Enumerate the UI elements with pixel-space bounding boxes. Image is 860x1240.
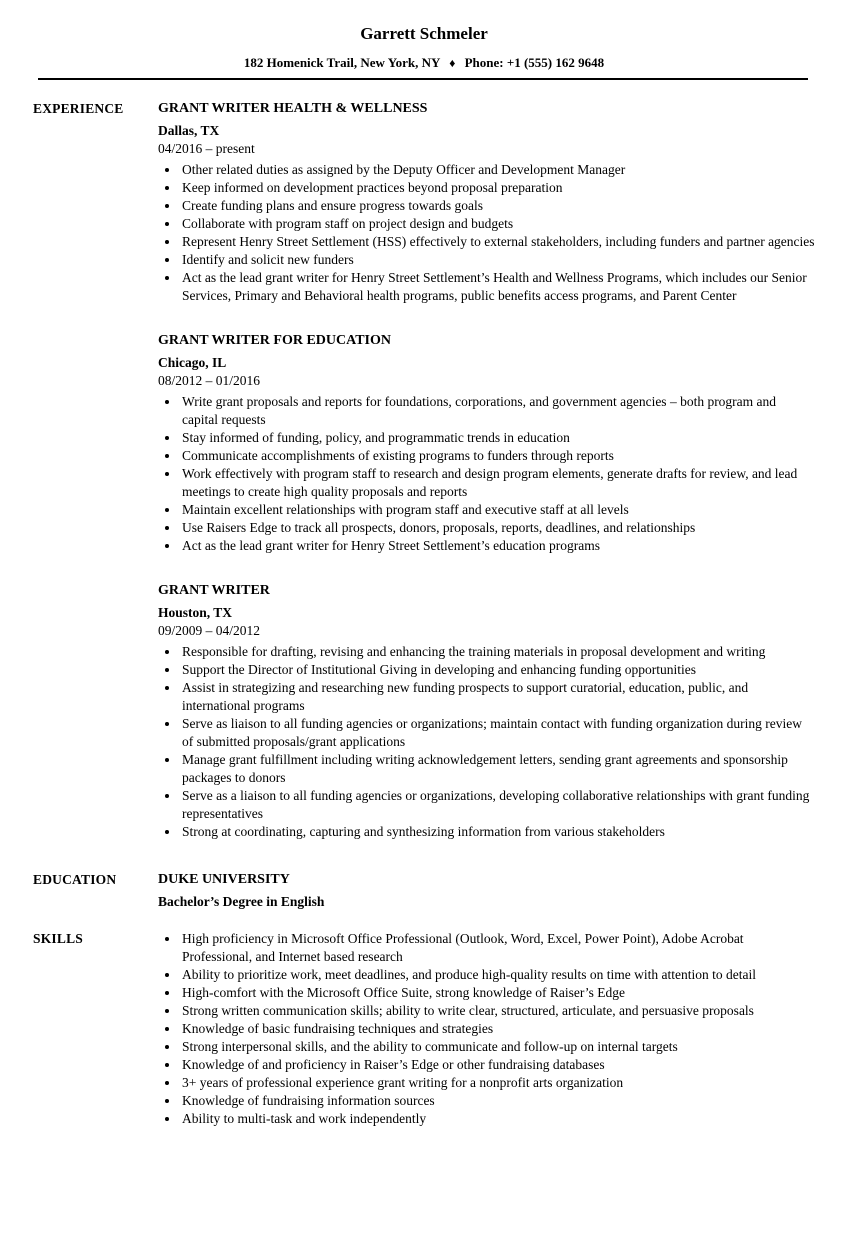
bullet-item: • Responsible for drafting, revising and enhancing the training materials in proposal development and writing <box>180 643 815 661</box>
bullet-item: • Ability to multi-task and work independently <box>180 1110 815 1128</box>
bullet-item: • Work effectively with program staff to research and design program elements, generate drafts for review, and lead meetings to create high quality proposals and reports <box>180 465 815 501</box>
job-dates: 04/2016 – present <box>158 141 255 156</box>
skills-section <box>33 930 815 1128</box>
bullet-item: • Create funding plans and ensure progress towards goals <box>180 197 815 215</box>
job-location: Dallas, TX <box>158 123 220 138</box>
address-text: 182 Homenick Trail, New York, NY <box>243 55 440 70</box>
job-title: GRANT WRITER <box>158 583 270 598</box>
bullet-item: • Support the Director of Institutional Giving in developing and enhancing funding opportunities <box>180 661 815 679</box>
education-label: EDUCATION <box>33 872 117 887</box>
bullet-item: • Manage grant fulfillment including writing acknowledgement letters, sending grant agreements and sponsorship packages to donors <box>180 751 815 787</box>
header-rule <box>38 78 808 80</box>
job-title: GRANT WRITER HEALTH & WELLNESS <box>158 101 428 116</box>
education-content <box>158 871 815 911</box>
bullet-item: • Strong at coordinating, capturing and synthesizing information from various stakeholders <box>180 823 815 841</box>
education-school: DUKE UNIVERSITY <box>158 872 290 887</box>
bullet-item: • Ability to prioritize work, meet deadlines, and produce high-quality results on time with attention to detail <box>180 966 815 984</box>
resume-header <box>33 24 815 80</box>
job-dates: 08/2012 – 01/2016 <box>158 373 261 388</box>
contact-line <box>33 55 815 71</box>
skills-content <box>158 930 815 1128</box>
bullet-item: • Assist in strategizing and researching new funding prospects to support curatorial, education, public, and international programs <box>180 679 815 715</box>
job-title: GRANT WRITER FOR EDUCATION <box>158 333 391 348</box>
experience-section <box>33 100 815 841</box>
bullet-item: • Other related duties as assigned by the Deputy Officer and Development Manager <box>180 161 815 179</box>
education-degree: Bachelor’s Degree in English <box>158 894 325 909</box>
education-section <box>33 871 815 911</box>
bullet-item: • Represent Henry Street Settlement (HSS) effectively to external stakeholders, including funders and partner agencies <box>180 233 815 251</box>
bullet-item: • Keep informed on development practices beyond proposal preparation <box>180 179 815 197</box>
job-bullets <box>158 161 815 305</box>
job-entry <box>158 582 815 841</box>
diamond-separator-icon: ♦ <box>449 56 456 70</box>
bullet-item: • Use Raisers Edge to track all prospects, donors, proposals, reports, deadlines, and relationships <box>180 519 815 537</box>
bullet-item: • High-comfort with the Microsoft Office Suite, strong knowledge of Raiser’s Edge <box>180 984 815 1002</box>
bullet-item: • Stay informed of funding, policy, and programmatic trends in education <box>180 429 815 447</box>
bullet-item: • Maintain excellent relationships with program staff and executive staff at all levels <box>180 501 815 519</box>
bullet-item: • Write grant proposals and reports for foundations, corporations, and government agencies – both program and capital requests <box>180 393 815 429</box>
job-entry <box>158 100 815 305</box>
job-location: Chicago, IL <box>158 355 227 370</box>
bullet-item: • Communicate accomplishments of existing programs to funders through reports <box>180 447 815 465</box>
bullet-item: • Knowledge of and proficiency in Raiser’s Edge or other fundraising databases <box>180 1056 815 1074</box>
skills-list <box>158 930 815 1128</box>
bullet-item: • 3+ years of professional experience grant writing for a nonprofit arts organization <box>180 1074 815 1092</box>
bullet-item: • High proficiency in Microsoft Office Professional (Outlook, Word, Excel, Power Point), Adobe Acrobat Professional, and Internet based research <box>180 930 815 966</box>
bullet-item: • Strong interpersonal skills, and the ability to communicate and follow-up on internal targets <box>180 1038 815 1056</box>
bullet-item: • Collaborate with program staff on project design and budgets <box>180 215 815 233</box>
bullet-item: • Act as the lead grant writer for Henry Street Settlement’s Health and Wellness Programs, which includes our Senior Services, Primary and Behavioral health programs, public benefits access programs, and Parent Center <box>180 269 815 305</box>
job-bullets <box>158 393 815 555</box>
job-dates: 09/2009 – 04/2012 <box>158 623 261 638</box>
bullet-item: • Strong written communication skills; ability to write clear, structured, articulate, and persuasive proposals <box>180 1002 815 1020</box>
job-location: Houston, TX <box>158 605 233 620</box>
bullet-item: • Knowledge of basic fundraising techniques and strategies <box>180 1020 815 1038</box>
phone-text: Phone: +1 (555) 162 9648 <box>464 55 605 70</box>
experience-label: EXPERIENCE <box>33 101 124 116</box>
bullet-item: • Serve as a liaison to all funding agencies or organizations, developing collaborative relationships with grant funding representatives <box>180 787 815 823</box>
job-bullets <box>158 643 815 841</box>
candidate-name: Garrett Schmeler <box>360 24 488 43</box>
bullet-item: • Act as the lead grant writer for Henry Street Settlement’s education programs <box>180 537 815 555</box>
bullet-item: • Identify and solicit new funders <box>180 251 815 269</box>
bullet-item: • Serve as liaison to all funding agencies or organizations; maintain contact with funding organization during review of submitted proposals/grant applications <box>180 715 815 751</box>
resume-body <box>33 100 815 1128</box>
job-entry <box>158 332 815 555</box>
bullet-item: • Knowledge of fundraising information sources <box>180 1092 815 1110</box>
skills-label: SKILLS <box>33 931 83 946</box>
jobs-container <box>158 100 815 841</box>
